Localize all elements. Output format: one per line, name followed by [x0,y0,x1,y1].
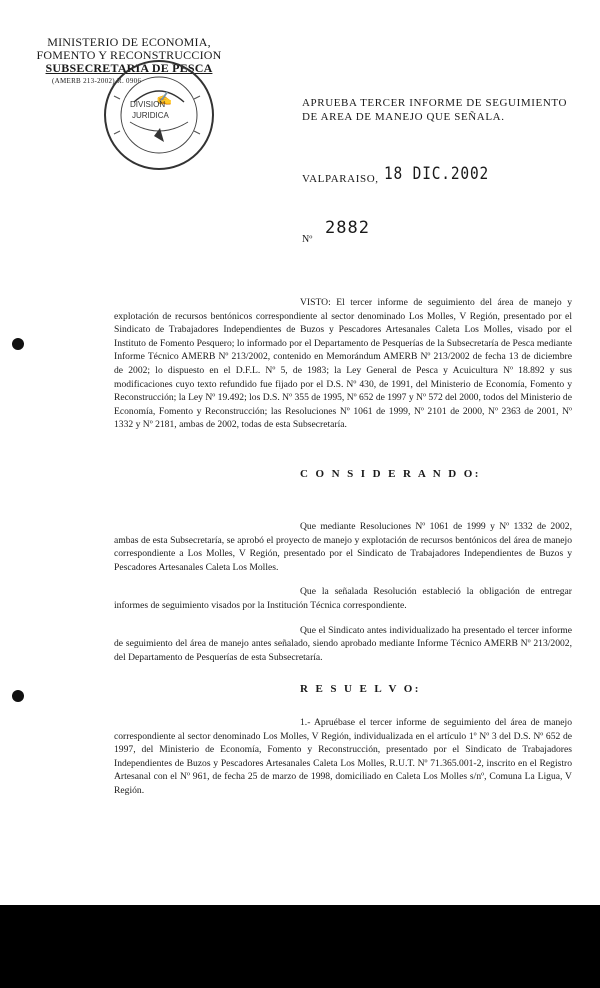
resuelvo-section [114,716,572,798]
considerando-section [114,520,572,664]
juridica-stamp [100,56,218,174]
stamp-text-bottom: JURIDICA [132,111,169,120]
title-line-1: APRUEBA TERCER INFORME DE SEGUIMIENTO [302,97,568,109]
stamp-text-top: DIVISION [130,100,166,109]
letterhead-subsecretaria: SUBSECRETARIA DE PESCA [45,61,213,75]
letterhead-reference: (AMERB 213-2002) R. 0906 [52,77,142,85]
considerando-paragraph-3: Que el Sindicato antes individualizado ha presentado el tercer informe de seguimiento del área de manejo antes señalado, siendo aprobado mediante Informe Técnico AMERB Nº 213/2002, del Departamento de Pesquerías de esta Subsecretaría. [114,624,572,663]
punch-hole-top [12,338,24,350]
visto-section [114,296,572,432]
considerando-paragraph-2: Que la señalada Resolución estableció la obligación de entregar informes de seguimiento visados por la Institución Técnica correspondiente. [114,586,572,611]
punch-hole-bottom [12,690,24,702]
letterhead-ministry-line2: FOMENTO Y RECONSTRUCCION [36,48,222,62]
resuelvo-paragraph-1: 1.- Apruébase el tercer informe de seguimiento del área de manejo correspondiente al sector denominado Los Molles, V Región, individualizada en el artículo 1º Nº 3 del D.S. Nº 652 de 1997, del Ministerio de Economía, Fomento y Reconstrucción, presentado por el Sindicato de Trabajadores Independientes de Buzos y Pescadores Artesanales Caleta Los Molles, R.U.T. Nº 71.365.001-2, inscrito en el Registro Artesanal con el Nº 961, de fecha 25 de marzo de 1998, domiciliado en Caleta Los Molles s/nº, Comuna La Ligua, V Región. [114,717,572,796]
visto-paragraph: VISTO: El tercer informe de seguimiento del área de manejo y explotación de recursos bentónicos correspondiente al sector denominado Los Molles, V Región, presentado por el Sindicato de Trabajadores Independientes de Buzos y Pescadores Artesanales Caleta Los Molles, visado por el Instituto de Fomento Pesquero; lo informado por el Departamento de Pesquerías de la Subsecretaría de Pesca mediante Informe Técnico AMERB Nº 213/2002, contenido en Memorándum AMERB Nº 213/2002 de fecha 13 de diciembre de 2002; lo dispuesto en el D.F.L. Nº 5, de 1983; la Ley General de Pesca y Acuicultura Nº 18.892 y sus modificaciones cuyo texto refundido fue fijado por el D.S. Nº 430, de 1991, del Ministerio de Economía, Fomento y Reconstrucción; la Ley Nº 19.492; los D.S. Nº 355 de 1995, Nº 652 de 1997 y Nº 572 del 2000, todos del Ministerio de Economía, Fomento y Reconstrucción; las Resoluciones Nº 1061 de 1999, Nº 2101 de 2000, Nº 2363 de 2001, Nº 1332 y Nº 2181, ambas de 2002, todas de esta Subsecretaría. [114,297,572,431]
document-title [302,96,572,124]
number-label: Nº [302,234,313,245]
resuelvo-heading: R E S U E L V O: [300,683,421,695]
title-line-2: DE AREA DE MANEJO QUE SEÑALA. [302,111,505,123]
resolution-number: 2882 [325,218,370,238]
place: VALPARAISO, [302,173,379,185]
scan-footer-band [0,905,600,988]
considerando-paragraph-1: Que mediante Resoluciones Nº 1061 de 1999 y Nº 1332 de 2002, ambas de esta Subsecretaría, se aprobó el proyecto de manejo y explotación de recursos bentónicos del área de manejo correspondiente a Los Molles, V Región, presentado por el Sindicato de Trabajadores Independientes de Buzos y Pescadores Artesanales Caleta Los Molles. [114,521,572,573]
date: 18 DIC.2002 [384,164,490,184]
considerando-heading: C O N S I D E R A N D O: [300,468,481,480]
letterhead-ministry: MINISTERIO DE ECONOMIA, [47,35,211,49]
svg-text:✍: ✍ [156,91,173,106]
